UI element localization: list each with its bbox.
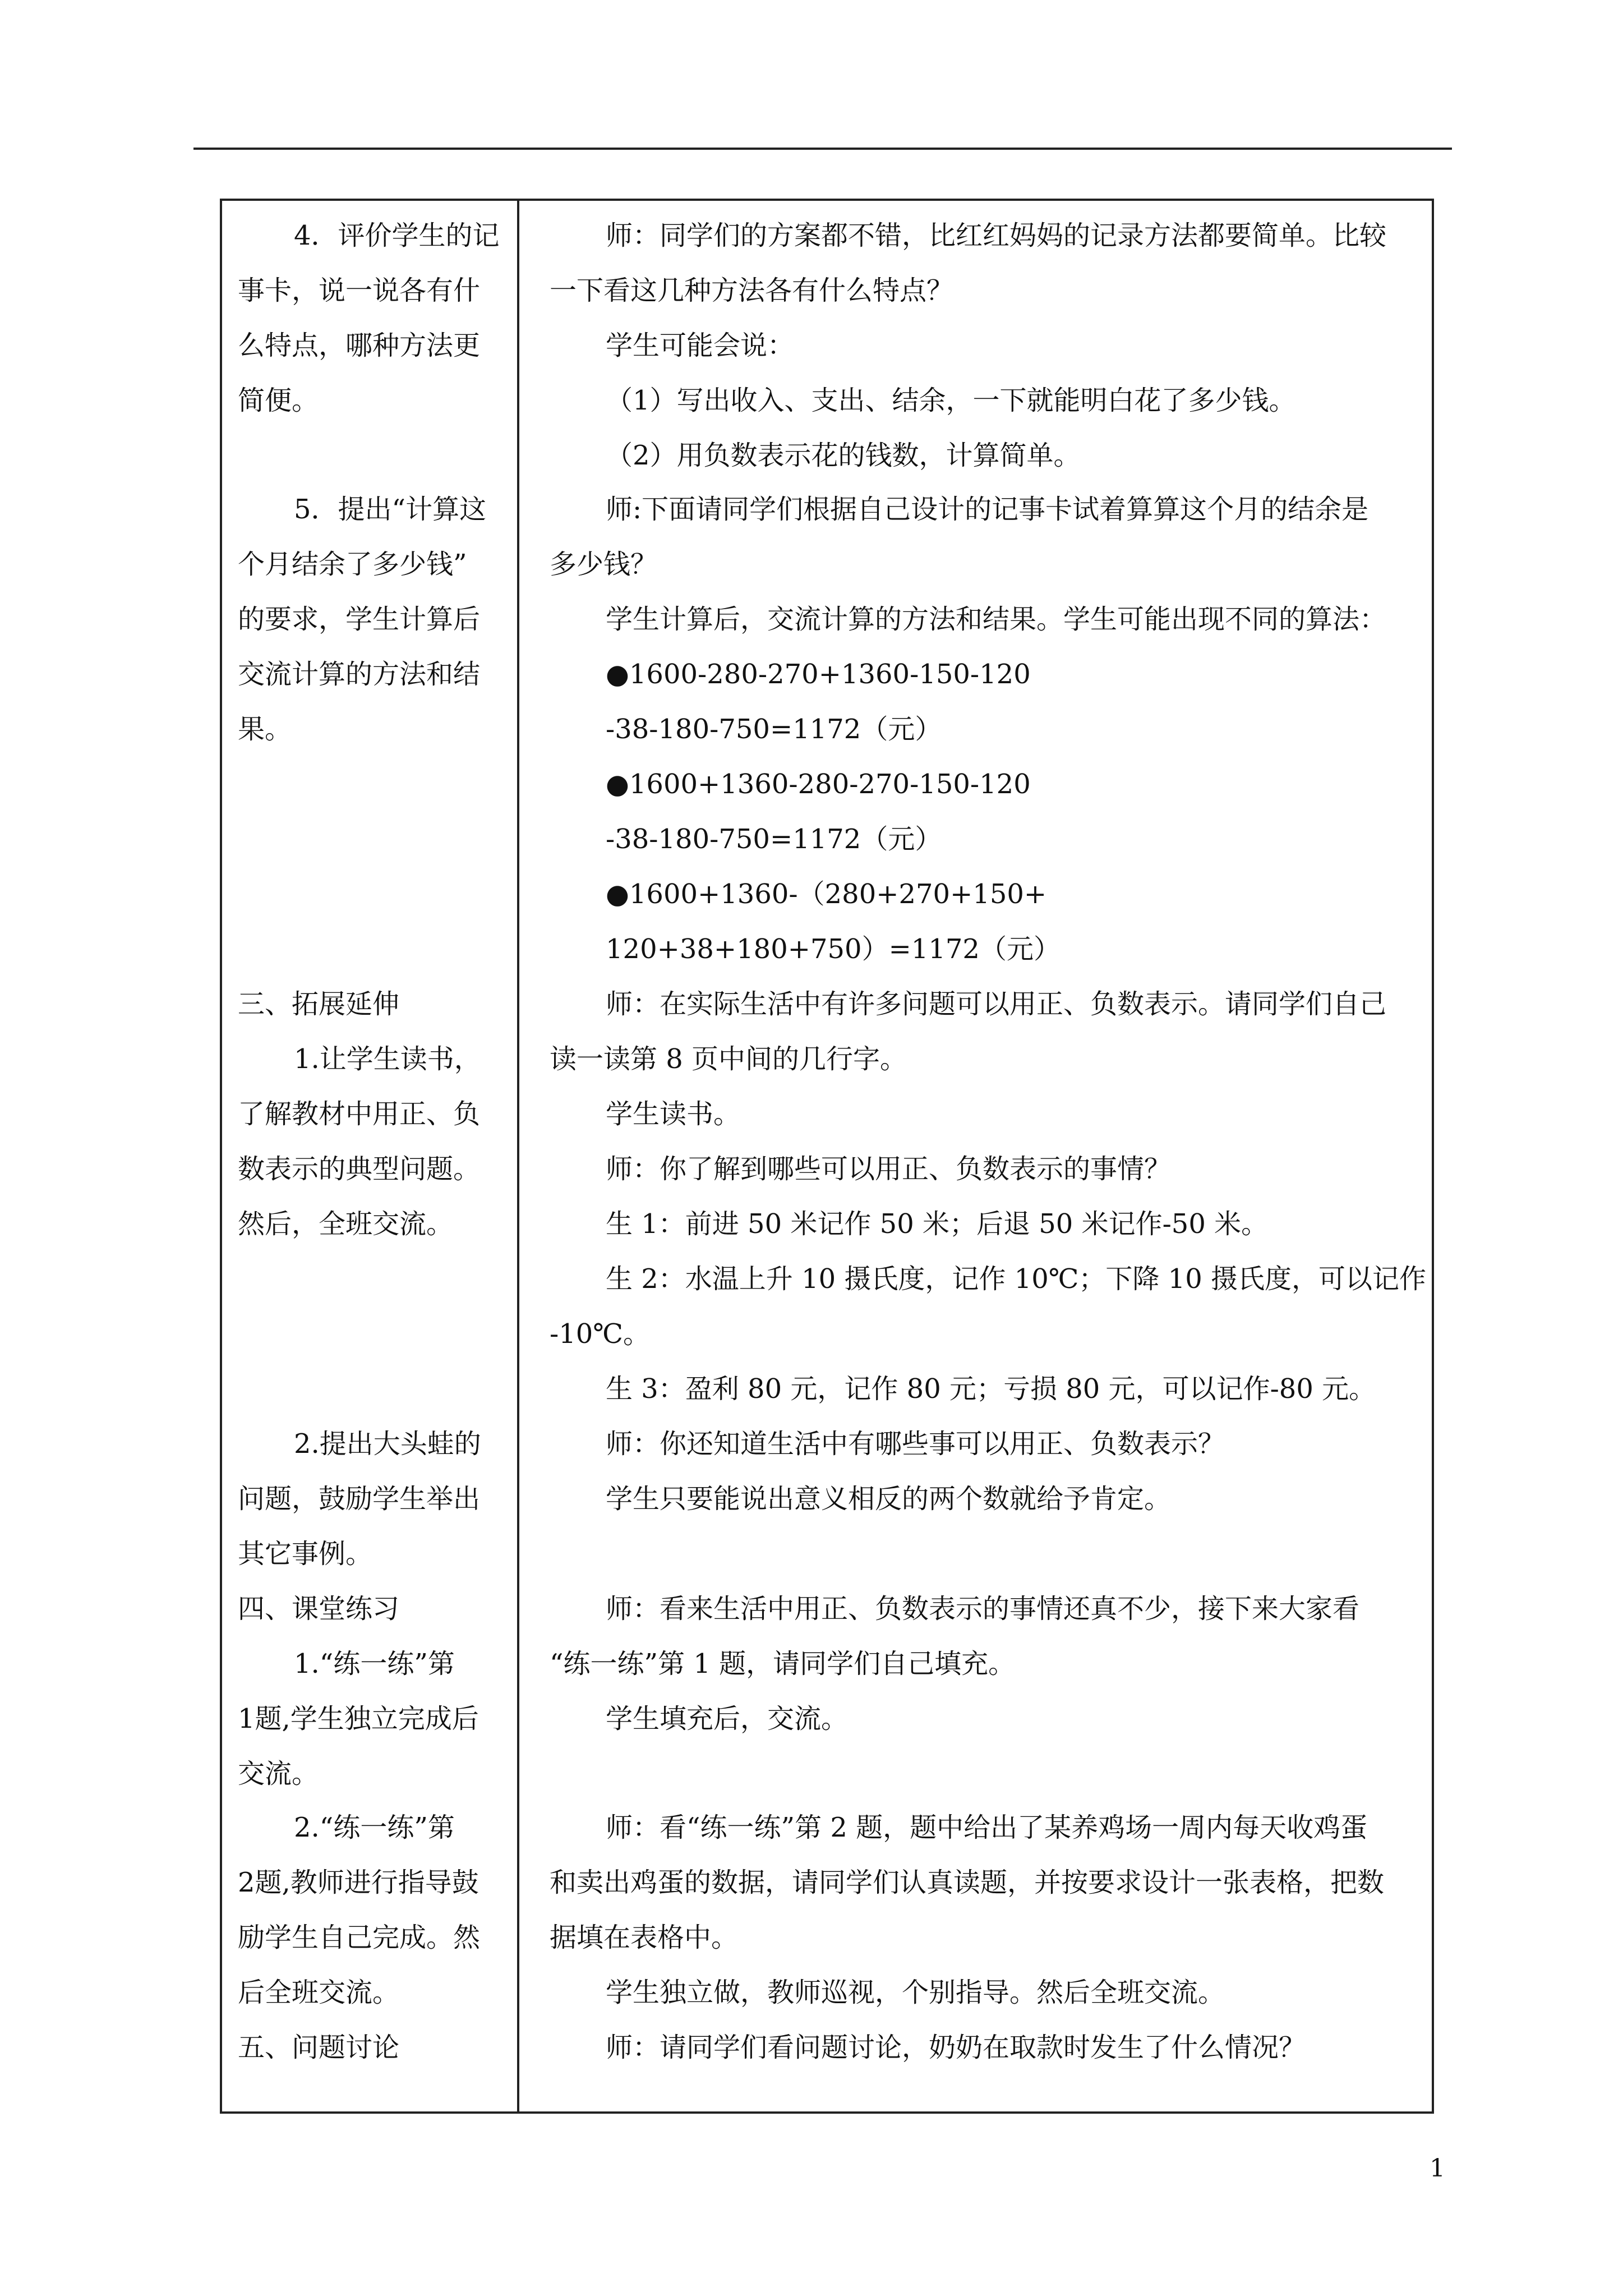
activity-line: 后全班交流。 [238,1977,400,2008]
activity-line: 简便。 [238,385,319,416]
dialogue-line: 读一读第 8 页中间的几行字。 [550,1043,907,1075]
activity-line: 1.“练一练”第 [294,1648,455,1680]
dialogue-line: 师：看“练一练”第 2 题，题中给出了某养鸡场一周内每天收鸡蛋 [606,1812,1368,1843]
dialogue-line: 师:下面请同学们根据自己设计的记事卡试着算算这个月的结余是 [606,494,1369,525]
dialogue-line: 120+38+180+750）=1172（元） [606,933,1061,965]
dialogue-line: 学生可能会说： [606,330,795,361]
dialogue-line: 多少钱？ [550,549,658,580]
activity-line: 了解教材中用正、负 [238,1098,481,1130]
dialogue-line: 师：同学们的方案都不错，比红红妈妈的记录方法都要简单。比较 [606,220,1387,251]
activity-line: 2题,教师进行指导鼓 [238,1867,479,1898]
activity-line: 数表示的典型问题。 [238,1153,481,1185]
activity-line: 五、问题讨论 [238,2032,400,2063]
dialogue-line: 学生计算后，交流计算的方法和结果。学生可能出现不同的算法： [606,604,1387,635]
dialogue-line: 师：请同学们看问题讨论，奶奶在取款时发生了什么情况？ [606,2032,1306,2063]
activity-line: 事卡，说一说各有什 [238,275,481,306]
dialogue-line: ●1600+1360-280-270-150-120 [606,769,1031,800]
dialogue-line: 一下看这几种方法各有什么特点？ [550,275,954,306]
dialogue-line: 据填在表格中。 [550,1922,739,1953]
dialogue-line: 和卖出鸡蛋的数据，请同学们认真读题，并按要求设计一张表格，把数 [550,1867,1385,1898]
activity-line: 问题，鼓励学生举出 [238,1483,481,1515]
page-number: 1 [1430,2154,1445,2183]
dialogue-line: （1）写出收入、支出、结余，一下就能明白花了多少钱。 [606,385,1296,416]
dialogue-line: 生 2：水温上升 10 摄氏度，记作 10℃；下降 10 摄氏度，可以记作 [606,1263,1427,1295]
activity-line: 三、拓展延伸 [238,988,400,1020]
dialogue-line: ●1600+1360-（280+270+150+ [606,878,1047,910]
activity-line: 交流计算的方法和结 [238,659,481,690]
activity-line: 个月结余了多少钱” [238,549,467,580]
activity-line: 5．提出“计算这 [294,494,487,525]
activity-line: 么特点，哪种方法更 [238,330,481,361]
activity-line: 其它事例。 [238,1538,373,1570]
dialogue-line: 学生填充后，交流。 [606,1703,849,1734]
dialogue-line: -38-180-750=1172（元） [606,823,942,855]
header-rule [193,148,1452,150]
dialogue-line: 学生独立做，教师巡视，个别指导。然后全班交流。 [606,1977,1225,2008]
activity-line: 1题,学生独立完成后 [238,1703,479,1734]
activity-line: 四、课堂练习 [238,1593,400,1625]
dialogue-line: （2）用负数表示花的钱数，计算简单。 [606,440,1081,471]
activity-line: 2.提出大头蛙的 [294,1428,481,1460]
dialogue-line: 师：在实际生活中有许多问题可以用正、负数表示。请同学们自己 [606,988,1387,1020]
activity-line: 4．评价学生的记 [294,220,500,251]
dialogue-line: 师：你还知道生活中有哪些事可以用正、负数表示？ [606,1428,1225,1460]
activity-line: 的要求，学生计算后 [238,604,481,635]
lesson-table [220,199,1434,2114]
dialogue-line: 生 3：盈利 80 元，记作 80 元；亏损 80 元，可以记作-80 元。 [606,1373,1376,1405]
dialogue-line: 师：你了解到哪些可以用正、负数表示的事情？ [606,1153,1172,1185]
activity-line: 然后，全班交流。 [238,1208,454,1240]
dialogue-line: 生 1：前进 50 米记作 50 米；后退 50 米记作-50 米。 [606,1208,1269,1240]
activity-line: 励学生自己完成。然 [238,1922,481,1953]
activity-line: 交流。 [238,1758,319,1789]
dialogue-line: -10℃。 [550,1318,650,1350]
dialogue-line: “练一练”第 1 题，请同学们自己填充。 [550,1648,1016,1680]
dialogue-line: 师：看来生活中用正、负数表示的事情还真不少，接下来大家看 [606,1593,1360,1625]
activity-line: 果。 [238,714,292,745]
activity-line: 1.让学生读书， [294,1043,481,1075]
activity-line: 2.“练一练”第 [294,1812,455,1843]
dialogue-line: ●1600-280-270+1360-150-120 [606,659,1031,690]
dialogue-line: 学生只要能说出意义相反的两个数就给予肯定。 [606,1483,1172,1515]
dialogue-line: 学生读书。 [606,1098,741,1130]
column-divider [517,201,519,2111]
dialogue-line: -38-180-750=1172（元） [606,714,942,745]
